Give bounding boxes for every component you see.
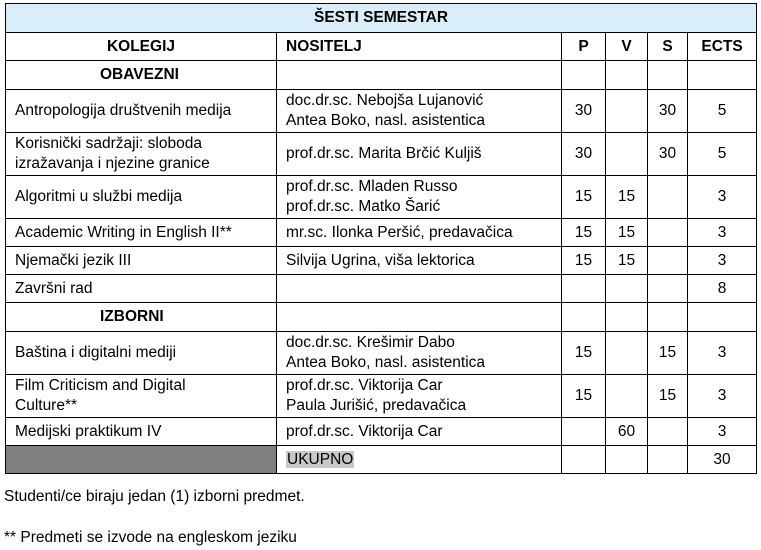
table-row (6, 332, 757, 375)
v-cell: 15 (606, 176, 648, 219)
p-cell: 30 (562, 90, 606, 133)
teacher-name: prof.dr.sc. Matko Šarić (286, 198, 441, 215)
course-name: Medijski praktikum IV (15, 422, 162, 440)
teacher-name: prof.dr.sc. Marita Brčić Kuljiš (286, 145, 482, 162)
teacher-name: doc.dr.sc. Nebojša Lujanović (286, 92, 484, 109)
ects-cell: 5 (688, 133, 757, 176)
ects-cell: 3 (688, 375, 757, 418)
s-cell (648, 176, 688, 219)
teacher-name: Paula Jurišić, predavačica (286, 397, 467, 414)
teacher-cell (277, 375, 562, 418)
semester-table (5, 3, 757, 474)
v-cell: 15 (606, 247, 648, 275)
s-cell: 30 (648, 133, 688, 176)
course-cell (6, 332, 277, 375)
table-row (6, 418, 757, 446)
p-cell: 15 (562, 332, 606, 375)
course-cell (6, 247, 277, 275)
p-cell (562, 275, 606, 303)
course-name: izražavanja i njezine granice (15, 155, 210, 172)
teacher-cell (277, 418, 562, 446)
v-cell (606, 375, 648, 418)
ects-cell: 5 (688, 90, 757, 133)
v-cell (606, 275, 648, 303)
total-shaded-cell (6, 446, 277, 474)
teacher-cell (277, 275, 562, 303)
s-cell: 30 (648, 90, 688, 133)
p-cell: 30 (562, 133, 606, 176)
course-cell (6, 219, 277, 247)
teacher-cell (277, 133, 562, 176)
total-row (6, 446, 757, 474)
course-name: Academic Writing in English II** (15, 223, 232, 241)
total-label: UKUPNO (287, 450, 354, 468)
header-p: P (562, 33, 606, 61)
table-row (6, 219, 757, 247)
teacher-cell (277, 247, 562, 275)
v-cell (606, 332, 648, 375)
course-cell (6, 418, 277, 446)
ects-cell: 8 (688, 275, 757, 303)
course-name: Culture** (15, 397, 78, 414)
s-cell (648, 418, 688, 446)
header-teacher: NOSITELJ (277, 33, 562, 61)
p-cell: 15 (562, 247, 606, 275)
teacher-name: doc.dr.sc. Krešimir Dabo (286, 334, 455, 351)
teacher-name: prof.dr.sc. Mladen Russo (286, 178, 458, 195)
course-name: Njemački jezik III (15, 251, 132, 269)
course-name: Algoritmi u službi medija (15, 188, 183, 205)
course-cell (6, 275, 277, 303)
p-cell: 15 (562, 219, 606, 247)
course-name: Antropologija društvenih medija (15, 102, 232, 119)
teacher-name: prof.dr.sc. Viktorija Car (286, 422, 443, 440)
v-cell: 15 (606, 219, 648, 247)
v-cell: 60 (606, 418, 648, 446)
english-note: ** Predmeti se izvode na engleskom jeziku (4, 529, 297, 546)
v-cell (606, 133, 648, 176)
p-cell (562, 418, 606, 446)
teacher-name: prof.dr.sc. Viktorija Car (286, 377, 443, 394)
table-row (6, 375, 757, 418)
s-cell (648, 219, 688, 247)
table-row (6, 247, 757, 275)
table-row (6, 275, 757, 303)
ects-cell: 3 (688, 332, 757, 375)
header-course: KOLEGIJ (6, 33, 277, 61)
teacher-cell (277, 219, 562, 247)
teacher-name: Silvija Ugrina, viša lektorica (286, 251, 475, 269)
teacher-cell (277, 176, 562, 219)
elective-note: Studenti/ce biraju jedan (1) izborni predmet. (4, 488, 305, 505)
teacher-name: Antea Boko, nasl. asistentica (286, 354, 486, 371)
header-v: V (606, 33, 648, 61)
section-mandatory: OBAVEZNI (6, 61, 277, 90)
table-row (6, 133, 757, 176)
total-ects: 30 (688, 446, 757, 474)
course-cell (6, 375, 277, 418)
ects-cell: 3 (688, 176, 757, 219)
teacher-name: Antea Boko, nasl. asistentica (286, 112, 486, 129)
ects-cell: 3 (688, 219, 757, 247)
section-elective: IZBORNI (6, 303, 277, 332)
p-cell: 15 (562, 375, 606, 418)
teacher-cell (277, 90, 562, 133)
table-row (6, 90, 757, 133)
course-cell (6, 133, 277, 176)
v-cell (606, 90, 648, 133)
course-cell (6, 90, 277, 133)
header-ects: ECTS (688, 33, 757, 61)
course-cell (6, 176, 277, 219)
course-name: Korisnički sadržaji: sloboda (15, 135, 202, 152)
teacher-name: mr.sc. Ilonka Peršić, predavačica (286, 223, 513, 241)
s-cell: 15 (648, 375, 688, 418)
course-name: Završni rad (15, 279, 93, 297)
course-name: Baština i digitalni mediji (15, 344, 177, 361)
ects-cell: 3 (688, 247, 757, 275)
p-cell: 15 (562, 176, 606, 219)
semester-title: ŠESTI SEMESTAR (6, 4, 757, 33)
header-s: S (648, 33, 688, 61)
teacher-cell (277, 332, 562, 375)
ects-cell: 3 (688, 418, 757, 446)
course-name: Film Criticism and Digital (15, 377, 186, 394)
table-row (6, 176, 757, 219)
s-cell (648, 247, 688, 275)
s-cell: 15 (648, 332, 688, 375)
s-cell (648, 275, 688, 303)
